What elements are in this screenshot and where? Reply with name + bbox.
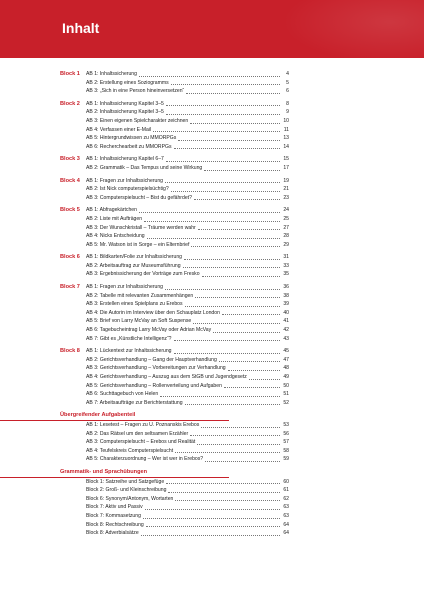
toc-entry-title: AB 1: Inhaltssicherung	[86, 71, 137, 77]
section-entries	[86, 478, 289, 538]
block-entries	[86, 253, 289, 279]
toc-entry-title: Block 7: Kommasetzung	[86, 512, 141, 519]
toc-entry-title: AB 6: Suchttagebuch von Helen	[86, 391, 159, 398]
dot-leader	[219, 361, 280, 362]
toc-page-number: 29	[283, 241, 289, 248]
toc-block	[0, 206, 424, 249]
toc-entry-title: Block 1: Satzreihe und Satzgefüge	[86, 478, 165, 485]
toc-page-number: 64	[283, 521, 289, 528]
dot-leader	[190, 123, 280, 124]
dot-leader	[175, 452, 280, 453]
toc-entry-title: AB 3: Computerspielsucht – Bist du gefährdet?	[86, 194, 192, 201]
toc-page-number: 57	[283, 439, 289, 446]
toc-entry-title: AB 2: Arbeitsauftrag zur Museumsführung	[86, 262, 181, 269]
toc-section	[0, 468, 424, 538]
toc-block	[0, 347, 424, 407]
toc-entry-title: Block 8: Adverbialsätze	[86, 530, 139, 537]
toc-entry-title: AB 2: Liste mit Aufträgen	[86, 215, 143, 222]
toc-page-number: 36	[283, 284, 289, 291]
block-entries	[86, 100, 289, 152]
toc-page-number: 21	[283, 186, 289, 193]
toc-block	[0, 253, 424, 279]
toc-entry	[86, 177, 289, 186]
dot-leader	[194, 199, 280, 200]
toc-entry-title: AB 5: Hintergrundwissen zu MMORPGs	[86, 135, 177, 142]
toc-entry	[86, 87, 289, 96]
toc-page-number: 53	[283, 421, 289, 428]
dot-leader	[190, 435, 280, 436]
toc-entry	[86, 185, 289, 194]
toc-entry	[86, 117, 289, 126]
dot-leader	[197, 444, 280, 445]
table-of-contents	[0, 70, 424, 542]
toc-entry-title: AB 1: Fragen zur Inhaltssicherung	[86, 284, 164, 291]
toc-page-number: 58	[283, 447, 289, 454]
toc-entry	[86, 143, 289, 152]
dot-leader	[222, 314, 280, 315]
block-entries	[86, 283, 289, 343]
toc-page-number: 38	[283, 292, 289, 299]
toc-entry-title: AB 2: Das Rätsel um den seltsamen Erzähler	[86, 430, 189, 437]
page-header	[0, 0, 424, 58]
dot-leader	[228, 370, 280, 371]
toc-page-number: 28	[283, 233, 289, 240]
section-title: Grammatik- und Sprachübungen	[0, 468, 229, 478]
toc-entry	[86, 215, 289, 224]
toc-entry-title: AB 2: Tabelle mit relevanten Zusammenhängen	[86, 292, 194, 299]
toc-page-number: 56	[283, 430, 289, 437]
toc-page-number: 60	[283, 478, 289, 485]
dot-leader	[202, 276, 280, 277]
toc-entry	[86, 486, 289, 495]
toc-entry-title: AB 6: Recherchearbeit zu MMORPGs	[86, 143, 172, 150]
toc-entry	[86, 224, 289, 233]
toc-page-number: 10	[283, 117, 289, 124]
toc-entry	[86, 292, 289, 301]
toc-page-number: 15	[283, 156, 289, 163]
toc-page-number: 11	[283, 126, 289, 133]
dot-leader	[195, 297, 280, 298]
toc-page-number: 42	[283, 327, 289, 334]
dot-leader	[146, 526, 280, 527]
dot-leader	[165, 182, 280, 183]
dot-leader	[166, 161, 280, 162]
toc-entry	[86, 317, 289, 326]
toc-entry-title: AB 4: Nicks Entscheidung	[86, 233, 145, 240]
block-entries	[86, 206, 289, 249]
dot-leader	[168, 492, 280, 493]
block-label: Block 7	[60, 284, 80, 291]
toc-entry-title: AB 2: Erstellung eines Soziogramms	[86, 79, 169, 86]
block-label: Block 3	[60, 156, 80, 163]
toc-entry	[86, 495, 289, 504]
dot-leader	[174, 148, 281, 149]
dot-leader	[178, 140, 280, 141]
toc-page-number: 61	[283, 487, 289, 494]
toc-page-number: 14	[283, 143, 289, 150]
toc-page-number: 43	[283, 335, 289, 342]
toc-entry-title: AB 2: Inhaltssicherung Kapitel 3–5	[86, 109, 164, 116]
toc-entry	[86, 529, 289, 538]
toc-entry	[86, 155, 289, 164]
toc-entry-title: AB 4: Teufelskreis Computerspielsucht	[86, 447, 174, 454]
toc-entry-title: AB 2: Ist Nick computerspielsüchtig?	[86, 186, 169, 193]
toc-entry	[86, 309, 289, 318]
toc-entry	[86, 206, 289, 215]
toc-entry-title: AB 3: Gerichtsverhandlung – Vorbereitungen zur Verhandlung	[86, 365, 226, 372]
toc-entry-title: Block 6: Synonym/Antonym, Wortarten	[86, 495, 174, 502]
dot-leader	[166, 483, 280, 484]
dot-leader	[204, 170, 280, 171]
dot-leader	[171, 84, 280, 85]
toc-entry	[86, 241, 289, 250]
toc-page-number: 31	[283, 254, 289, 261]
toc-entry	[86, 335, 289, 344]
toc-entry	[86, 347, 289, 356]
section-entries	[86, 421, 289, 464]
toc-entry	[86, 399, 289, 408]
toc-entry-title: AB 4: Gerichtsverhandlung – Auszug aus dem StGB und Jugendgesetz	[86, 374, 247, 380]
toc-entry	[86, 164, 289, 173]
dot-leader	[166, 105, 280, 106]
toc-entry-title: AB 5: Gerichtsverhandlung – Rollenverteilung und Aufgaben	[86, 382, 222, 389]
dot-leader	[201, 427, 280, 428]
toc-entry-title: AB 3: Der Wunschkristall – Träume werden wahr	[86, 224, 196, 231]
dot-leader	[160, 396, 280, 397]
toc-entry	[86, 134, 289, 143]
toc-entry-title: AB 3: „Sich in eine Person hineinversetzen“	[86, 88, 185, 95]
dot-leader	[183, 267, 280, 268]
dot-leader	[139, 76, 280, 77]
toc-entry-title: AB 7: Gibt es „Künstliche Intelligenz“?	[86, 335, 172, 342]
dot-leader	[143, 518, 280, 519]
dot-leader	[153, 131, 280, 132]
toc-entry	[86, 262, 289, 271]
toc-entry-title: AB 6: Tagebucheintrag Larry McVay oder Adrian McVay	[86, 327, 212, 334]
block-entries	[86, 347, 289, 407]
toc-entry	[86, 253, 289, 262]
toc-entry-title: AB 3: Computerspielsucht – Erebos und Realität	[86, 439, 196, 446]
dot-leader	[191, 246, 280, 247]
toc-entry	[86, 382, 289, 391]
toc-page-number: 6	[286, 88, 289, 95]
toc-entry-title: AB 1: Lesetest – Fragen zu U. Poznanskis Erebos	[86, 421, 200, 428]
dot-leader	[175, 500, 280, 501]
toc-entry	[86, 232, 289, 241]
dot-leader	[185, 306, 280, 307]
toc-entry	[86, 108, 289, 117]
toc-page-number: 52	[283, 399, 289, 406]
toc-page-number: 48	[283, 365, 289, 372]
toc-page-number: 33	[283, 262, 289, 269]
toc-entry	[86, 79, 289, 88]
toc-entry	[86, 70, 289, 79]
toc-page-number: 5	[286, 79, 289, 86]
toc-page-number: 41	[283, 318, 289, 325]
dot-leader	[145, 509, 280, 510]
toc-page-number: 8	[286, 100, 289, 107]
dot-leader	[139, 212, 280, 213]
toc-entry-title: AB 1: Inhaltssicherung Kapitel 6–7	[86, 156, 164, 163]
toc-block	[0, 283, 424, 343]
dot-leader	[147, 238, 280, 239]
toc-page-number: 13	[283, 135, 289, 142]
toc-page-number: 64	[283, 530, 289, 537]
toc-entry	[86, 438, 289, 447]
dot-leader	[224, 387, 280, 388]
toc-entry-title: AB 1: Inhaltssicherung Kapitel 3–5	[86, 100, 164, 107]
toc-entry-title: AB 3: Ergebnissicherung der Vorträge zum Fresko	[86, 271, 200, 278]
toc-page-number: 50	[283, 382, 289, 389]
toc-entry	[86, 126, 289, 135]
toc-entry	[86, 270, 289, 279]
block-label: Block 5	[60, 207, 80, 214]
block-entries	[86, 177, 289, 203]
block-label: Block 2	[60, 100, 80, 107]
toc-entry	[86, 478, 289, 487]
dot-leader	[249, 379, 280, 380]
toc-entry	[86, 503, 289, 512]
toc-page-number: 23	[283, 194, 289, 201]
dot-leader	[174, 340, 280, 341]
toc-entry-title: AB 1: Lückentext zur Inhaltssicherung	[86, 348, 172, 355]
dot-leader	[165, 289, 280, 290]
dot-leader	[193, 323, 280, 324]
block-label: Block 4	[60, 177, 80, 184]
toc-entry	[86, 326, 289, 335]
block-label: Block 6	[60, 254, 80, 261]
toc-entry-title: AB 4: Verfassen einer E-Mail	[86, 126, 152, 133]
dot-leader	[141, 535, 280, 536]
dot-leader	[213, 332, 280, 333]
toc-entry-title: AB 2: Gerichtsverhandlung – Gang der Hauptverhandlung	[86, 356, 217, 363]
block-entries	[86, 155, 289, 172]
toc-page-number: 49	[283, 374, 289, 380]
dot-leader	[185, 404, 280, 405]
toc-page-number: 62	[283, 495, 289, 502]
header-texture	[264, 0, 424, 58]
toc-block	[0, 100, 424, 152]
toc-entry	[86, 421, 289, 430]
toc-entry	[86, 373, 289, 382]
toc-entry	[86, 390, 289, 399]
dot-leader	[205, 461, 280, 462]
toc-entry-title: Block 7: Aktiv und Passiv	[86, 504, 143, 511]
toc-entry	[86, 430, 289, 439]
block-entries	[86, 70, 289, 96]
toc-page-number: 63	[283, 504, 289, 511]
toc-entry-title: AB 5: Mr. Watson ist in Sorge – ein Elternbrief	[86, 241, 190, 248]
section-title: Übergreifender Aufgabenteil	[0, 411, 229, 421]
toc-page-number: 59	[283, 456, 289, 463]
toc-entry-title: AB 3: Erstellen eines Spielplans zu Erebos	[86, 301, 183, 308]
toc-entry	[86, 100, 289, 109]
toc-entry-title: Block 8: Rechtschreibung	[86, 521, 144, 528]
toc-entry	[86, 283, 289, 292]
toc-entry-title: AB 7: Arbeitsaufträge zur Berichterstattung	[86, 399, 183, 406]
toc-block	[0, 155, 424, 172]
toc-entry	[86, 447, 289, 456]
toc-page-number: 63	[283, 512, 289, 519]
toc-page-number: 24	[283, 207, 289, 214]
toc-page-number: 35	[283, 271, 289, 278]
toc-entry-title: AB 3: Einen eigenen Spielcharakter zeichnen	[86, 117, 189, 124]
block-label: Block 8	[60, 348, 80, 355]
toc-page-number: 25	[283, 215, 289, 222]
toc-entry-title: AB 2: Grammatik – Das Tempus und seine Wirkung	[86, 164, 203, 171]
toc-entry-title: AB 1: Bildkarten/Folie zur Inhaltssicherung	[86, 254, 182, 261]
toc-entry	[86, 194, 289, 203]
toc-section	[0, 411, 424, 464]
toc-page-number: 27	[283, 224, 289, 231]
toc-entry	[86, 300, 289, 309]
dot-leader	[198, 229, 280, 230]
toc-page-number: 4	[286, 71, 289, 77]
toc-page-number: 45	[283, 348, 289, 355]
toc-entry-title: AB 1: Abfragekärtchen	[86, 207, 137, 214]
dot-leader	[174, 353, 280, 354]
dot-leader	[166, 114, 280, 115]
toc-entry-title: AB 4: Die Autorin im Interview über den Schauplatz London	[86, 309, 220, 316]
toc-entry	[86, 512, 289, 521]
page-title: Inhalt	[62, 20, 100, 36]
block-label: Block 1	[60, 71, 80, 77]
dot-leader	[171, 191, 280, 192]
toc-page-number: 47	[283, 356, 289, 363]
dot-leader	[184, 259, 280, 260]
toc-page-number: 39	[283, 301, 289, 308]
toc-entry	[86, 356, 289, 365]
toc-page-number: 51	[283, 391, 289, 398]
dot-leader	[186, 93, 280, 94]
toc-entry	[86, 455, 289, 464]
toc-page-number: 40	[283, 309, 289, 316]
toc-entry-title: Block 2: Groß- und Kleinschreibung	[86, 487, 167, 494]
toc-block	[0, 177, 424, 203]
toc-entry-title: AB 5: Charakterzuordnung – Wer ist wer in Erebos?	[86, 456, 204, 463]
toc-entry-title: AB 5: Brief von Larry McVay an Soft Suspense	[86, 318, 192, 325]
toc-entry-title: AB 1: Fragen zur Inhaltssicherung	[86, 177, 164, 184]
toc-entry	[86, 364, 289, 373]
dot-leader	[144, 221, 280, 222]
toc-block	[0, 70, 424, 96]
toc-page-number: 19	[283, 177, 289, 184]
toc-entry	[86, 521, 289, 530]
toc-page-number: 17	[283, 164, 289, 171]
toc-page-number: 9	[286, 109, 289, 116]
